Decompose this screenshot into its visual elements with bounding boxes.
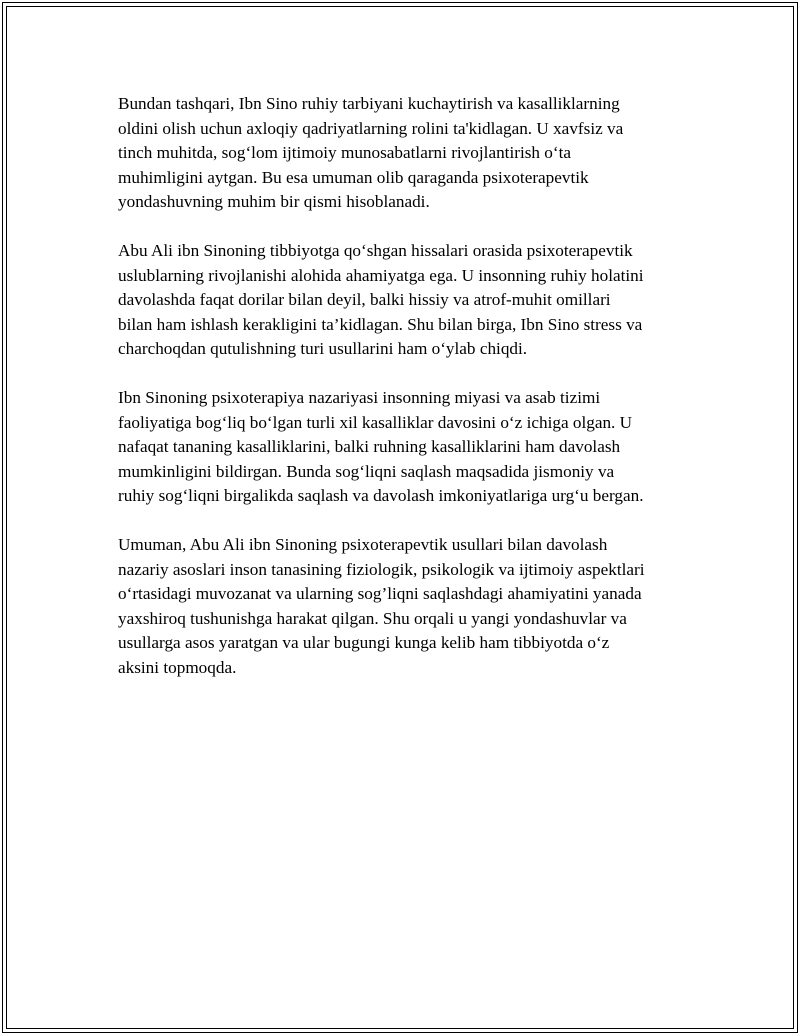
paragraph-1: Bundan tashqari, Ibn Sino ruhiy tarbiyani kuchaytirish va kasalliklarning oldini olish uchun axloqiy qadriyatlarning rolini ta'kidlagan. U xavfsiz va tinch muhitda, sog‘lom ijtimoiy munosabatlarni rivojlantirish o‘ta muhimligini aytgan. Bu esa umuman olib qaraganda psixoterapevtik yondashuvning muhim bir qismi hisoblanadi. [118, 94, 624, 211]
paragraph-2: Abu Ali ibn Sinoning tibbiyotga qo‘shgan hissalari orasida psixoterapevtik uslublarning rivojlanishi alohida ahamiyatga ega. U insonning ruhiy holatini davolashda faqat dorilar bilan deyil, balki hissiy va atrof-muhit omillari bilan ham ishlash kerakligini ta’kidlagan. Shu bilan birga, Ibn Sino stress va charchoqdan qutulishning turi usullarini ham o‘ylab chiqdi. [118, 241, 644, 358]
paragraph-3: Ibn Sinoning psixoterapiya nazariyasi insonning miyasi va asab tizimi faoliyatiga bog‘liq bo‘lgan turli xil kasalliklar davosini o‘z ichiga olgan. U nafaqat tananing kasalliklarini, balki ruhning kasalliklarini ham davolash mumkinligini bildirgan. Bunda sog‘liqni saqlash maqsadida jismoniy va ruhiy sog‘liqni birgalikda saqlash va davolash imkoniyatlariga urg‘u bergan. [118, 388, 644, 505]
document-body [118, 92, 694, 705]
paragraph-4: Umuman, Abu Ali ibn Sinoning psixoterapevtik usullari bilan davolash nazariy asoslari inson tanasining fiziologik, psikologik va ijtimoiy aspektlari o‘rtasidagi muvozanat va ularning sog’liqni saqlashdagi ahamiyatini yanada yaxshiroq tushunishga harakat qilgan. Shu orqali u yangi yondashuvlar va usullarga asos yaratgan va ular bugungi kunga kelib ham tibbiyotda o‘z aksini topmoqda. [118, 535, 645, 677]
